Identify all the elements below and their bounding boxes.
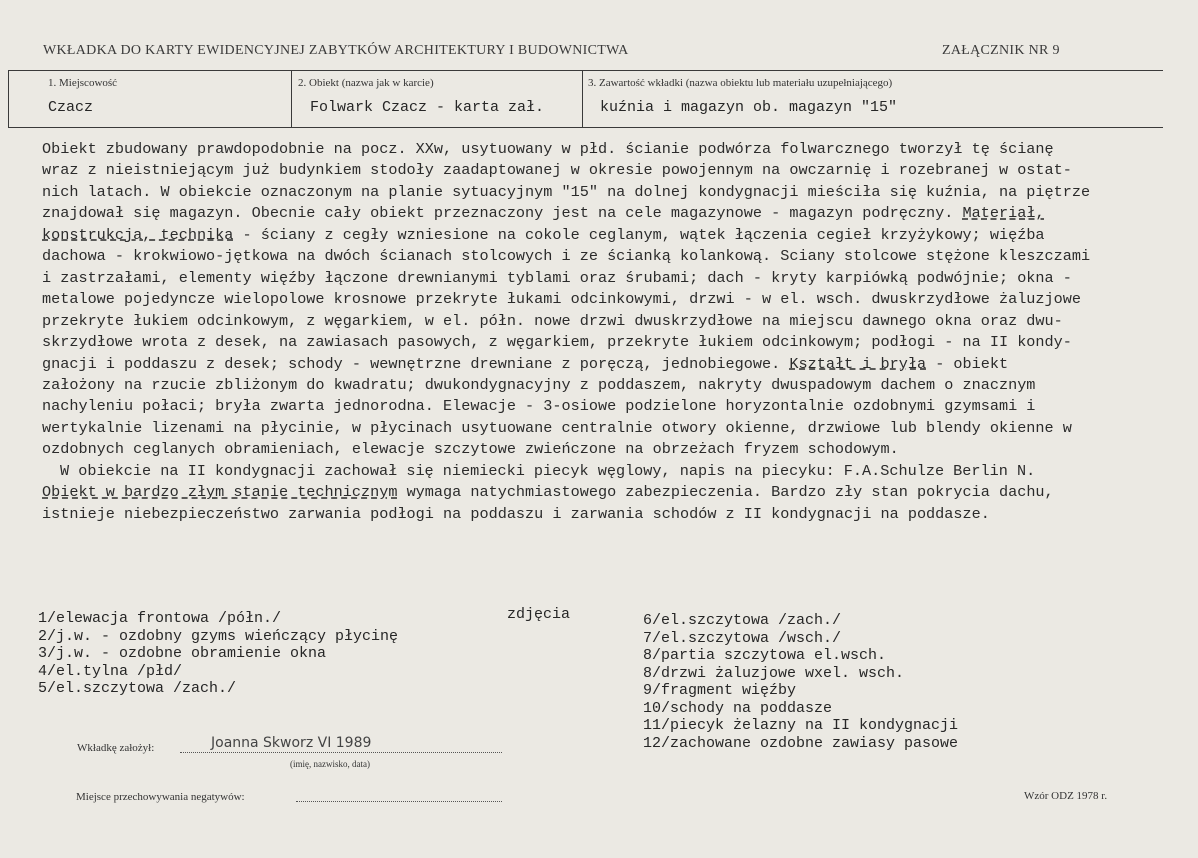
description-line: W obiekcie na II kondygnacji zachował się niemiecki piecyk węglowy, napis na piecyku: F.A.Schulze Berlin N. [60,461,1036,480]
list-item: 4/el.tylna /płd/ [38,662,183,680]
field-locality-label: 1. Miejscowość [48,77,118,89]
list-item: 2/j.w. - ozdobny gzyms wieńczący płycinę [38,627,399,645]
photos-list-left [38,610,398,698]
list-item: 5/el.szczytowa /zach./ [38,680,237,697]
description-line: wertykalnie lizenami na płycinie, w płycinach usytuowane centralnie otwory okienne, drzwiowe lub blendy okienne w [42,418,1072,437]
negatives-dotted-line [296,801,502,802]
section-heading-material: Materiał, [962,204,1045,223]
field-locality-value: Czacz [48,99,94,116]
list-item: 11/piecyk żelazny na II kondygnacji [643,717,959,734]
description-line: nich latach. W obiekcie oznaczonym na planie sytuacyjnym "15" na dolnej kondygnacji mieściła się kuźnia, na piętrze [42,182,1091,201]
table-divider-1 [291,70,292,128]
table-left-rule [8,70,9,128]
section-heading-condition: Obiekt w bardzo złym stanie technicznym [42,483,398,502]
list-item: 10/schody na poddasze [643,699,833,717]
author-label: Wkładkę założył: [77,742,155,754]
list-item: 3/j.w. - ozdobne obramienie okna [38,645,327,662]
description-line: założony na rzucie zbliżonym do kwadratu; dwukondygnacyjny z poddaszem, nakryty dwuspadowym dachem o znacznym [42,375,1036,394]
description-line: dachowa - krokwiowo-jętkowa na dwóch ścianach stolcowych i ze ścianką kolankową. Sciany stolcowe stężone kleszczami [42,247,1091,266]
photos-heading: zdjęcia [507,606,571,623]
list-item: 6/el.szczytowa /zach./ [643,612,842,629]
description-line: Obiekt zbudowany prawdopodobnie na pocz. XXw, usytuowany w płd. ścianie podwórza folwarcznego tworzył tę ścianę [42,140,1054,158]
section-heading-construction: konstrukcja, technika [42,225,234,244]
description-line: istnieje niebezpieczeństwo zarwania podłogi na poddaszu i zarwania schodów z II kondygnacji na poddasze. [42,504,990,523]
list-item: 12/zachowane ozdobne zawiasy pasowe [643,734,959,752]
description-line: skrzydłowe wrota z desek, na zawiasach pasowych, z węgarkiem, przekryte łukiem odcinkowym; podłogi - na II kondy- [42,333,1072,352]
field-contents-value: kuźnia i magazyn ob. magazyn "15" [600,99,898,116]
list-item: 9/fragment więźby [643,682,797,699]
field-object-value: Folwark Czacz - karta zał. [310,99,545,116]
description-line: metalowe pojedyncze wielopolowe krosnowe przekryte łukami odcinkowymi, drzwi - w el. wsch. dwuskrzydłowe żaluzjowe [42,290,1081,309]
description-line: ozdobnych ceglanych obramieniach, elewacje szczytowe zwieńczone na obrzeżach fryzem schodowym. [42,440,899,459]
table-top-rule [8,70,1163,71]
author-dotted-line [180,752,502,753]
list-item: 8/partia szczytowa el.wsch. [643,647,887,664]
author-signature: Joanna Skworz VI 1989 [211,735,372,751]
author-hint: (imię, nazwisko, data) [290,759,370,769]
negatives-label: Miejsce przechowywania negatywów: [76,791,245,803]
list-item: 1/elewacja frontowa /półn./ [38,610,282,627]
description-line: i zastrzałami, elementy więźby łączone drewnianymi tyblami oraz śrubami; dach - kryty karpiówką podwójnie; okna - [42,268,1072,287]
field-contents-label: 3. Zawartość wkładki (nazwa obiektu lub materiału uzupełniającego) [588,77,893,89]
annex-number: ZAŁĄCZNIK NR 9 [942,43,1060,58]
description-line: przekryte łukiem odcinkowym, z węgarkiem, w el. półn. nowe drzwi dwuskrzydłowe na miejscu dawnego okna oraz dwu- [42,311,1063,330]
description-line: nachyleniu połaci; bryła zwarta jednorodna. Elewacje - 3-osiowe podzielone horyzontalnie ozdobnymi gzymsami i [42,397,1036,416]
description-line: znajdował się magazyn. Obecnie cały obiekt przeznaczony jest na cele magazynowe - magazyn podręczny. Materiał, [42,204,1045,223]
photos-list-right [643,612,958,752]
field-object-label: 2. Obiekt (nazwa jak w karcie) [298,77,434,89]
description-line: Obiekt w bardzo złym stanie technicznym wymaga natychmiastowego zabezpieczenia. Bardzo zły stan pokrycia dachu, [42,483,1054,502]
description-line: konstrukcja, technika - ściany z cegły wzniesione na cokole ceglanym, wątek łączenia cegieł krzyżykowy; więźba [42,225,1045,244]
object-description [42,139,1177,525]
description-line: wraz z nieistniejącym już budynkiem stodoły zaadaptowanej w okresie powojennym na owczarnię i rozebranej w ostat- [42,161,1072,180]
form-number: Wzór ODZ 1978 r. [1024,790,1108,802]
table-divider-2 [582,70,583,128]
section-heading-shape: Kształt i bryła [789,354,927,373]
list-item: 7/el.szczytowa /wsch./ [643,629,842,647]
list-item: 8/drzwi żaluzjowe wxel. wsch. [643,664,905,682]
description-line: gnacji i poddaszu z desek; schody - wewnętrzne drewniane z poręczą, jednobiegowe. Kształt i bryła - obiekt [42,354,1009,373]
card-title: WKŁADKA DO KARTY EWIDENCYJNEJ ZABYTKÓW ARCHITEKTURY I BUDOWNICTWA [43,43,629,58]
table-bottom-rule [8,127,1163,128]
